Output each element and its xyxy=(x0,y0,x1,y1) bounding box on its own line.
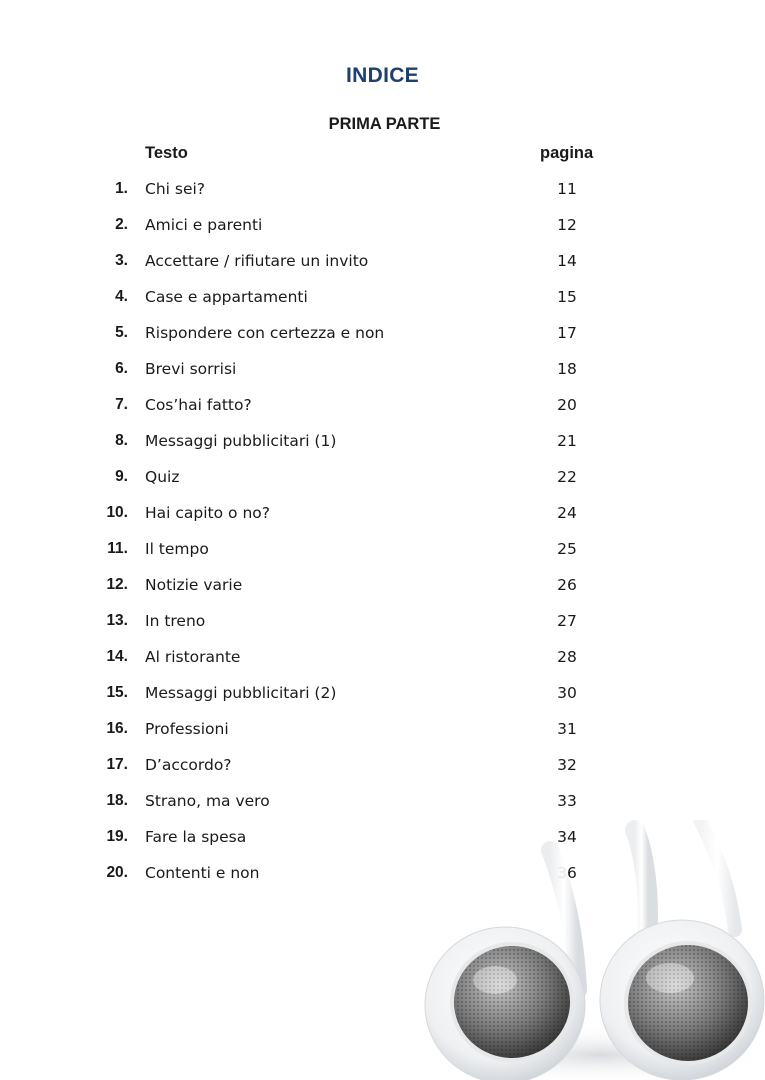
toc-entry-page: 11 xyxy=(557,180,577,198)
toc-entry-title: Messaggi pubblicitari (1) xyxy=(145,432,337,450)
toc-entry-number: 9. xyxy=(115,468,128,485)
toc-entry-page: 21 xyxy=(557,432,577,450)
toc-entry-title: Accettare / rifiutare un invito xyxy=(145,252,369,270)
toc-entry-title: Amici e parenti xyxy=(145,216,263,234)
section-title: PRIMA PARTE xyxy=(328,115,441,133)
table-of-contents xyxy=(0,171,765,891)
toc-entry-number: 17. xyxy=(106,756,128,773)
toc-entry-page: 34 xyxy=(557,828,577,846)
toc-entry-title: Il tempo xyxy=(145,540,209,558)
toc-entry-title: Professioni xyxy=(145,720,229,738)
toc-entry-page: 25 xyxy=(557,540,577,558)
toc-entry xyxy=(0,243,765,279)
toc-entry-page: 28 xyxy=(557,648,577,666)
toc-entry xyxy=(0,207,765,243)
toc-entry-title: Fare la spesa xyxy=(145,828,247,846)
toc-entry xyxy=(0,495,765,531)
toc-entry-number: 4. xyxy=(115,288,128,305)
toc-entry xyxy=(0,783,765,819)
toc-entry xyxy=(0,531,765,567)
toc-entry-page: 15 xyxy=(557,288,577,306)
toc-entry xyxy=(0,567,765,603)
toc-entry xyxy=(0,675,765,711)
toc-entry-number: 11. xyxy=(107,540,128,557)
toc-entry-title: Brevi sorrisi xyxy=(145,360,237,378)
toc-entry-number: 20. xyxy=(106,864,128,881)
toc-entry-number: 16. xyxy=(106,720,128,737)
toc-entry-number: 14. xyxy=(106,648,128,665)
toc-entry-page: 26 xyxy=(557,576,577,594)
toc-entry xyxy=(0,351,765,387)
toc-entry-number: 7. xyxy=(115,396,128,413)
toc-entry-title: Hai capito o no? xyxy=(145,504,270,522)
toc-entry-title: Notizie varie xyxy=(145,576,243,594)
toc-entry-page: 24 xyxy=(557,504,577,522)
toc-entry xyxy=(0,279,765,315)
toc-entry-number: 18. xyxy=(106,792,128,809)
column-header-text: Testo xyxy=(145,144,188,162)
toc-entry xyxy=(0,387,765,423)
toc-entry xyxy=(0,711,765,747)
toc-entry xyxy=(0,423,765,459)
toc-entry-number: 1. xyxy=(115,180,128,197)
toc-entry-page: 17 xyxy=(557,324,577,342)
toc-entry-page: 27 xyxy=(557,612,577,630)
toc-entry-page: 36 xyxy=(557,864,577,882)
toc-entry-number: 6. xyxy=(115,360,128,377)
toc-entry-number: 10. xyxy=(106,504,128,521)
toc-entry xyxy=(0,603,765,639)
toc-entry-title: Al ristorante xyxy=(145,648,241,666)
toc-entry-title: Cos’hai fatto? xyxy=(145,396,252,414)
toc-entry-number: 13. xyxy=(106,612,128,629)
toc-entry-title: Rispondere con certezza e non xyxy=(145,324,385,342)
toc-entry-page: 32 xyxy=(557,756,577,774)
toc-entry-page: 30 xyxy=(557,684,577,702)
column-header-page: pagina xyxy=(540,144,594,162)
toc-entry-page: 18 xyxy=(557,360,577,378)
toc-entry-title: In treno xyxy=(145,612,206,630)
toc-entry xyxy=(0,747,765,783)
toc-entry-page: 12 xyxy=(557,216,577,234)
toc-entry-title: Chi sei? xyxy=(145,180,206,198)
toc-entry-number: 15. xyxy=(106,684,128,701)
toc-entry-title: D’accordo? xyxy=(145,756,232,774)
toc-entry-number: 3. xyxy=(115,252,128,269)
toc-entry xyxy=(0,171,765,207)
toc-entry-page: 14 xyxy=(557,252,577,270)
toc-entry-title: Contenti e non xyxy=(145,864,260,882)
toc-entry-title: Messaggi pubblicitari (2) xyxy=(145,684,337,702)
toc-entry-number: 12. xyxy=(106,576,128,593)
toc-entry-number: 5. xyxy=(115,324,128,341)
toc-entry-page: 33 xyxy=(557,792,577,810)
toc-entry-page: 31 xyxy=(557,720,577,738)
toc-entry xyxy=(0,639,765,675)
toc-entry-page: 22 xyxy=(557,468,577,486)
toc-entry-number: 19. xyxy=(106,828,128,845)
toc-entry xyxy=(0,459,765,495)
toc-entry-page: 20 xyxy=(557,396,577,414)
toc-entry-number: 2. xyxy=(115,216,128,233)
toc-entry-title: Case e appartamenti xyxy=(145,288,308,306)
page-title: INDICE xyxy=(346,64,419,87)
toc-entry xyxy=(0,315,765,351)
toc-entry-title: Quiz xyxy=(145,468,180,486)
toc-entry-title: Strano, ma vero xyxy=(145,792,270,810)
earphones-icon xyxy=(400,820,765,1080)
toc-entry-number: 8. xyxy=(115,432,128,449)
